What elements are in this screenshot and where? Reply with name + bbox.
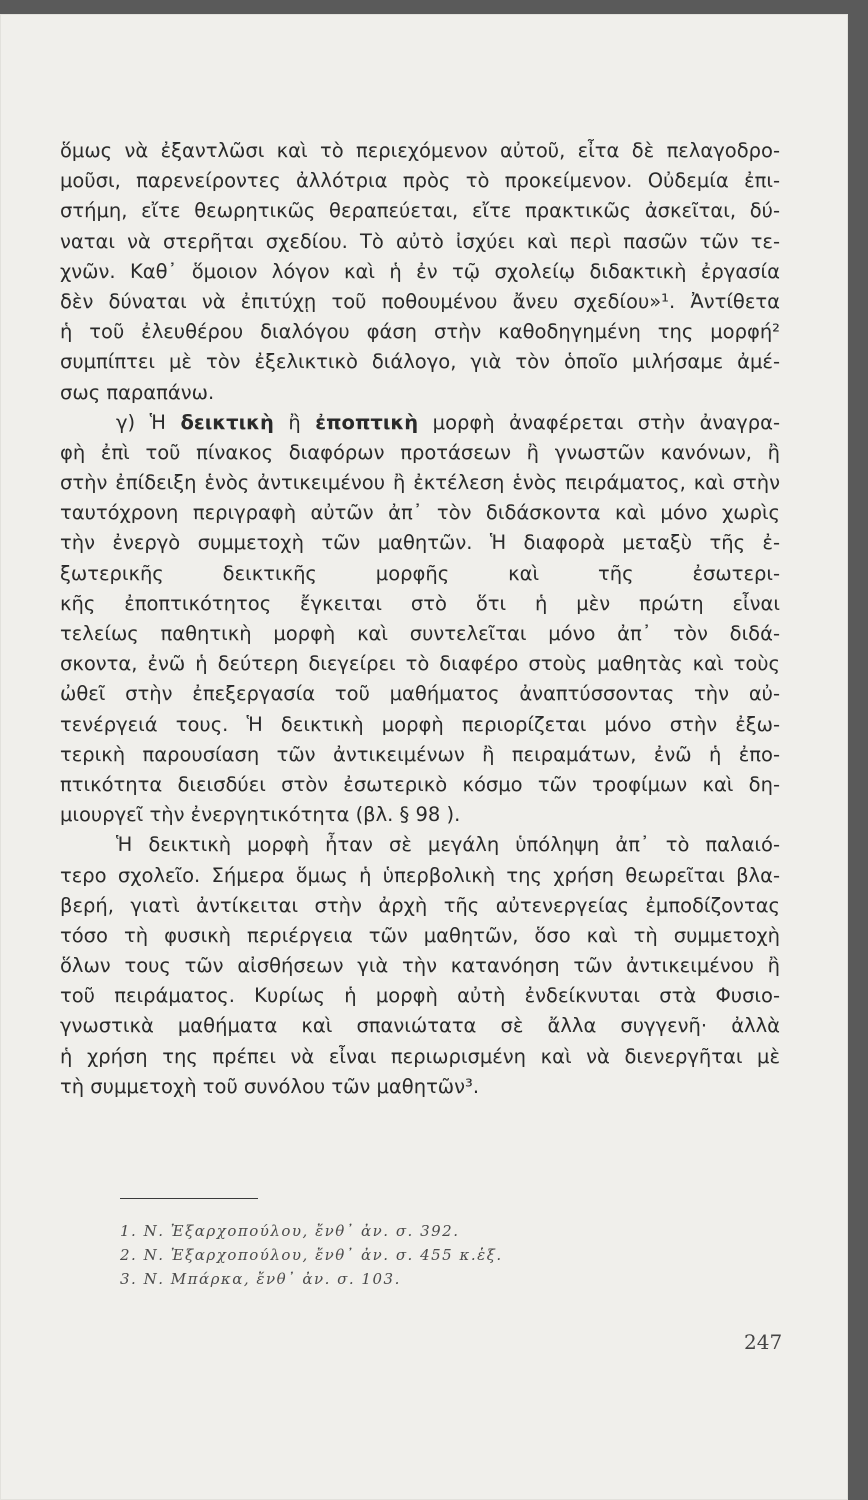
text-line: πτικότητα διεισδύει στὸν ἐσωτερικὸ κόσμο τῶν τροφίμων καὶ δη- bbox=[60, 772, 780, 796]
text-line: ὅλων τους τῶν αἰσθήσεων γιὰ τὴν κατανόηση τῶν ἀντικειμένου ἢ bbox=[60, 954, 780, 978]
section-label: γ) Ἡ bbox=[116, 410, 166, 434]
text-line: Ἡ δεικτικὴ μορφὴ ἦταν σὲ μεγάλη ὑπόληψη ἀπ᾿ τὸ παλαιό- bbox=[116, 833, 780, 857]
text-line: γνωστικὰ μαθήματα καὶ σπανιώτατα σὲ ἄλλα συγγενῆ· ἀλλὰ bbox=[60, 1014, 780, 1038]
text-line: τερικὴ παρουσίαση τῶν ἀντικειμένων ἢ πειραμάτων, ἐνῶ ἡ ἐπο- bbox=[60, 742, 780, 766]
bold-term: δεικτικὴ bbox=[180, 410, 274, 434]
paragraph-heading-line bbox=[60, 408, 780, 438]
text-line: ταυτόχρονη περιγραφὴ αὐτῶν ἀπ᾿ τὸν διδάσκοντα καὶ μόνο χωρὶς bbox=[60, 501, 780, 525]
footnote: 2. Ν. Ἐξαρχοπούλου, ἔνθ᾿ ἀν. σ. 455 κ.ἑξ. bbox=[120, 1246, 503, 1264]
text-line: τόσο τὴ φυσικὴ περιέργεια τῶν μαθητῶν, ὅσο καὶ τὴ συμμετοχὴ bbox=[60, 923, 780, 947]
text-line: ἡ τοῦ ἐλευθέρου διαλόγου φάση στὴν καθοδηγημένη της μορφή² bbox=[60, 320, 780, 344]
text-line: τελείως παθητικὴ μορφὴ καὶ συντελεῖται μόνο ἀπ᾿ τὸν διδά- bbox=[60, 622, 780, 645]
text-line: ναται νὰ στερῆται σχεδίου. Τὸ αὐτὸ ἰσχύει καὶ περὶ πασῶν τῶν τε- bbox=[60, 229, 780, 253]
footnote-divider bbox=[120, 1198, 258, 1199]
conjunction: ἢ bbox=[288, 410, 301, 434]
footnote: 1. Ν. Ἐξαρχοπούλου, ἔνθ᾿ ἀν. σ. 392. bbox=[120, 1222, 460, 1240]
text-line: φὴ ἐπὶ τοῦ πίνακος διαφόρων προτάσεων ἢ γνωστῶν κανόνων, ἢ bbox=[60, 440, 780, 464]
text-line: τοῦ πειράματος. Κυρίως ἡ μορφὴ αὐτὴ ἐνδείκνυται στὰ Φυσιο- bbox=[60, 984, 780, 1008]
text-line: δὲν δύναται νὰ ἐπιτύχῃ τοῦ ποθουμένου ἄνευ σχεδίου»¹. Ἀντίθετα bbox=[60, 289, 780, 313]
text-line: ὠθεῖ στὴν ἐπεξεργασία τοῦ μαθήματος ἀναπτύσσοντας τὴν αὐ- bbox=[60, 682, 780, 706]
text-line: συμπίπτει μὲ τὸν ἐξελικτικὸ διάλογο, γιὰ τὸν ὁποῖο μιλήσαμε ἀμέ- bbox=[60, 350, 780, 374]
text-line: τερο σχολεῖο. Σήμερα ὅμως ἡ ὑπερβολικὴ της χρήση θεωρεῖται βλα- bbox=[60, 863, 780, 887]
text-line: κῆς ἐποπτικότητος ἔγκειται στὸ ὅτι ἡ μὲν πρώτη εἶναι bbox=[60, 591, 780, 615]
text-line: τὴν ἐνεργὸ συμμετοχὴ τῶν μαθητῶν. Ἡ διαφορὰ μεταξὺ τῆς ἐ- bbox=[60, 531, 780, 555]
text-line: σκοντα, ἐνῶ ἡ δεύτερη διεγείρει τὸ διαφέρο στοὺς μαθητὰς καὶ τοὺς bbox=[60, 652, 780, 676]
text-line: βερή, γιατὶ ἀντίκειται στὴν ἀρχὴ τῆς αὐτενεργείας ἐμποδίζοντας bbox=[60, 893, 780, 917]
page-number: 247 bbox=[744, 1330, 783, 1354]
text-line: χνῶν. Καθ᾿ ὅμοιον λόγον καὶ ἡ ἐν τῷ σχολείῳ διδακτικὴ ἐργασία bbox=[60, 259, 780, 283]
text-line: ἡ χρήση της πρέπει νὰ εἶναι περιωρισμένη καὶ νὰ διενεργῆται μὲ bbox=[60, 1044, 780, 1068]
body-text bbox=[60, 136, 780, 1102]
text-line: μοῦσι, παρενείροντες ἀλλότρια πρὸς τὸ προκείμενον. Οὐδεμία ἐπι- bbox=[60, 169, 780, 193]
text-line: ὅμως νὰ ἐξαντλῶσι καὶ τὸ περιεχόμενον αὐτοῦ, εἶτα δὲ πελαγοδρο- bbox=[60, 139, 780, 162]
footnotes bbox=[120, 1219, 720, 1291]
text-line: στήμη, εἴτε θεωρητικῶς θεραπεύεται, εἴτε πρακτικῶς ἀσκεῖται, δύ- bbox=[60, 199, 780, 223]
text-line: σως παραπάνω. bbox=[60, 380, 215, 404]
text-line: ξωτερικῆς δεικτικῆς μορφῆς καὶ τῆς ἐσωτερι- bbox=[60, 561, 780, 585]
text-line: στὴν ἐπίδειξη ἑνὸς ἀντικειμένου ἢ ἐκτέλεση ἑνὸς πειράματος, καὶ στὴν bbox=[60, 471, 780, 495]
text-span: μορφὴ ἀναφέρεται στὴν ἀναγρα- bbox=[432, 410, 780, 434]
text-line: τενέργειά τους. Ἡ δεικτικὴ μορφὴ περιορίζεται μόνο στὴν ἐξω- bbox=[60, 712, 780, 736]
text-line: τὴ συμμετοχὴ τοῦ συνόλου τῶν μαθητῶν³. bbox=[60, 1074, 480, 1098]
footnote: 3. Ν. Μπάρκα, ἔνθ᾿ ἀν. σ. 103. bbox=[120, 1270, 401, 1288]
bold-term: ἐποπτικὴ bbox=[315, 410, 419, 434]
text-line: μιουργεῖ τὴν ἐνεργητικότητα (βλ. § 98 ). bbox=[60, 803, 461, 827]
book-page bbox=[0, 14, 848, 1500]
